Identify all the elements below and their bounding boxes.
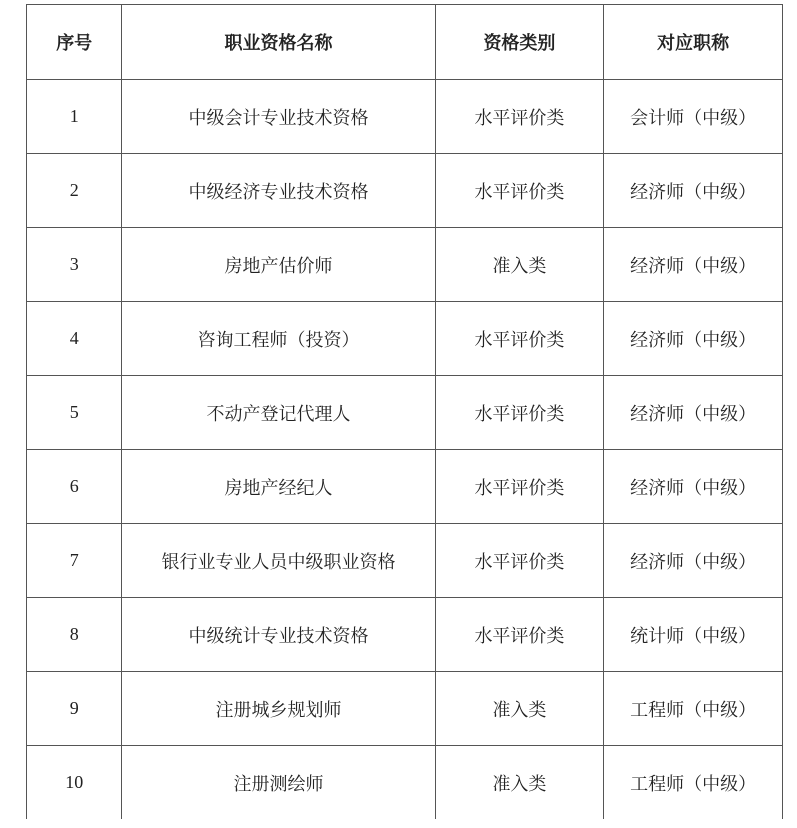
cell-qualification-name: 不动产登记代理人 xyxy=(122,376,435,450)
cell-index: 6 xyxy=(27,450,122,524)
table-header-row xyxy=(27,5,783,80)
cell-index: 7 xyxy=(27,524,122,598)
cell-qualification-name: 房地产估价师 xyxy=(122,228,435,302)
header-index: 序号 xyxy=(27,5,122,80)
cell-qualification-category: 水平评价类 xyxy=(435,154,604,228)
table-row xyxy=(27,524,783,598)
table-row xyxy=(27,672,783,746)
table-body xyxy=(27,80,783,820)
cell-qualification-name: 注册测绘师 xyxy=(122,746,435,820)
cell-qualification-category: 水平评价类 xyxy=(435,302,604,376)
cell-qualification-name: 房地产经纪人 xyxy=(122,450,435,524)
cell-index: 4 xyxy=(27,302,122,376)
cell-qualification-name: 中级会计专业技术资格 xyxy=(122,80,435,154)
cell-corresponding-title: 会计师（中级） xyxy=(604,80,783,154)
cell-index: 1 xyxy=(27,80,122,154)
cell-qualification-category: 水平评价类 xyxy=(435,80,604,154)
table-row xyxy=(27,746,783,820)
cell-corresponding-title: 统计师（中级） xyxy=(604,598,783,672)
table-row xyxy=(27,450,783,524)
header-qualification-name: 职业资格名称 xyxy=(122,5,435,80)
cell-corresponding-title: 工程师（中级） xyxy=(604,746,783,820)
table-row xyxy=(27,598,783,672)
cell-qualification-category: 水平评价类 xyxy=(435,524,604,598)
cell-qualification-name: 注册城乡规划师 xyxy=(122,672,435,746)
cell-qualification-category: 水平评价类 xyxy=(435,376,604,450)
cell-corresponding-title: 经济师（中级） xyxy=(604,302,783,376)
table-row xyxy=(27,154,783,228)
cell-qualification-category: 准入类 xyxy=(435,228,604,302)
cell-qualification-name: 咨询工程师（投资） xyxy=(122,302,435,376)
qualification-table xyxy=(26,4,783,819)
table-row xyxy=(27,376,783,450)
cell-qualification-category: 准入类 xyxy=(435,746,604,820)
cell-corresponding-title: 经济师（中级） xyxy=(604,524,783,598)
cell-qualification-name: 中级经济专业技术资格 xyxy=(122,154,435,228)
cell-qualification-name: 中级统计专业技术资格 xyxy=(122,598,435,672)
cell-qualification-category: 准入类 xyxy=(435,672,604,746)
cell-index: 5 xyxy=(27,376,122,450)
table-row xyxy=(27,228,783,302)
cell-qualification-category: 水平评价类 xyxy=(435,598,604,672)
cell-qualification-category: 水平评价类 xyxy=(435,450,604,524)
cell-corresponding-title: 经济师（中级） xyxy=(604,228,783,302)
header-qualification-category: 资格类别 xyxy=(435,5,604,80)
header-corresponding-title: 对应职称 xyxy=(604,5,783,80)
table-row xyxy=(27,302,783,376)
cell-qualification-name: 银行业专业人员中级职业资格 xyxy=(122,524,435,598)
cell-index: 9 xyxy=(27,672,122,746)
cell-corresponding-title: 经济师（中级） xyxy=(604,376,783,450)
cell-index: 8 xyxy=(27,598,122,672)
cell-corresponding-title: 经济师（中级） xyxy=(604,450,783,524)
cell-index: 3 xyxy=(27,228,122,302)
table-row xyxy=(27,80,783,154)
cell-index: 10 xyxy=(27,746,122,820)
cell-corresponding-title: 经济师（中级） xyxy=(604,154,783,228)
cell-corresponding-title: 工程师（中级） xyxy=(604,672,783,746)
cell-index: 2 xyxy=(27,154,122,228)
